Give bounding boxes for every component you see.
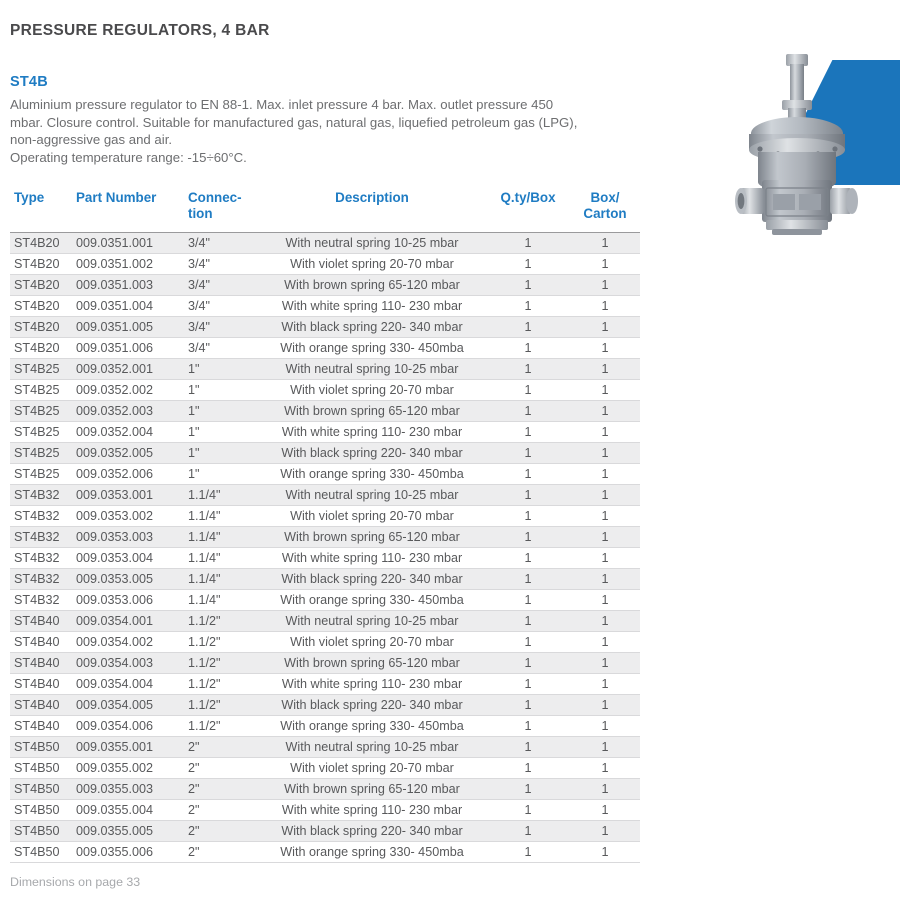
cell-box-carton: 1 xyxy=(570,526,640,547)
cell-description: With white spring 110- 230 mbar xyxy=(258,547,486,568)
cell-connection: 1" xyxy=(184,442,258,463)
column-header-qty-box: Q.ty/Box xyxy=(486,188,570,232)
cell-description: With violet spring 20-70 mbar xyxy=(258,631,486,652)
table-row xyxy=(10,274,640,295)
cell-description: With white spring 110- 230 mbar xyxy=(258,421,486,442)
cell-qty-box: 1 xyxy=(486,295,570,316)
cell-type: ST4B20 xyxy=(10,232,72,253)
cell-connection: 3/4" xyxy=(184,253,258,274)
cell-qty-box: 1 xyxy=(486,694,570,715)
cell-box-carton: 1 xyxy=(570,253,640,274)
table-row xyxy=(10,505,640,526)
cell-qty-box: 1 xyxy=(486,526,570,547)
cell-part-number: 009.0354.003 xyxy=(72,652,184,673)
cell-description: With orange spring 330- 450mba xyxy=(258,589,486,610)
cell-qty-box: 1 xyxy=(486,379,570,400)
cell-qty-box: 1 xyxy=(486,589,570,610)
cell-box-carton: 1 xyxy=(570,421,640,442)
cell-description: With black spring 220- 340 mbar xyxy=(258,820,486,841)
cell-description: With orange spring 330- 450mba xyxy=(258,841,486,862)
cell-type: ST4B20 xyxy=(10,274,72,295)
table-row xyxy=(10,232,640,253)
table-row xyxy=(10,442,640,463)
cell-qty-box: 1 xyxy=(486,610,570,631)
cell-part-number: 009.0351.002 xyxy=(72,253,184,274)
cell-description: With neutral spring 10-25 mbar xyxy=(258,484,486,505)
table-row xyxy=(10,694,640,715)
footnote: Dimensions on page 33 xyxy=(10,874,141,889)
cell-type: ST4B50 xyxy=(10,820,72,841)
table-row xyxy=(10,337,640,358)
cell-type: ST4B40 xyxy=(10,610,72,631)
cell-connection: 1.1/2" xyxy=(184,673,258,694)
product-description xyxy=(10,96,690,166)
product-figure xyxy=(700,48,900,253)
cell-qty-box: 1 xyxy=(486,484,570,505)
cell-connection: 1.1/4" xyxy=(184,526,258,547)
cell-type: ST4B25 xyxy=(10,358,72,379)
table-row xyxy=(10,610,640,631)
table-row xyxy=(10,316,640,337)
cell-connection: 1.1/4" xyxy=(184,589,258,610)
cell-box-carton: 1 xyxy=(570,589,640,610)
cell-description: With black spring 220- 340 mbar xyxy=(258,568,486,589)
cell-qty-box: 1 xyxy=(486,778,570,799)
cell-connection: 2" xyxy=(184,757,258,778)
cell-type: ST4B20 xyxy=(10,253,72,274)
column-header-part-number: Part Number xyxy=(72,188,184,232)
cell-type: ST4B40 xyxy=(10,694,72,715)
table-row xyxy=(10,820,640,841)
cell-box-carton: 1 xyxy=(570,568,640,589)
cell-part-number: 009.0353.001 xyxy=(72,484,184,505)
cell-type: ST4B40 xyxy=(10,652,72,673)
cell-qty-box: 1 xyxy=(486,799,570,820)
cell-description: With black spring 220- 340 mbar xyxy=(258,694,486,715)
cell-qty-box: 1 xyxy=(486,316,570,337)
cell-part-number: 009.0352.001 xyxy=(72,358,184,379)
description-line-4: Operating temperature range: -15÷60°C. xyxy=(10,149,247,165)
cell-box-carton: 1 xyxy=(570,694,640,715)
cell-part-number: 009.0355.006 xyxy=(72,841,184,862)
column-header-box-carton xyxy=(570,188,640,232)
cell-box-carton: 1 xyxy=(570,757,640,778)
cell-type: ST4B20 xyxy=(10,316,72,337)
cell-box-carton: 1 xyxy=(570,295,640,316)
cell-description: With black spring 220- 340 mbar xyxy=(258,316,486,337)
cell-type: ST4B50 xyxy=(10,799,72,820)
cell-part-number: 009.0354.004 xyxy=(72,673,184,694)
cell-connection: 2" xyxy=(184,820,258,841)
cell-part-number: 009.0354.006 xyxy=(72,715,184,736)
cell-part-number: 009.0355.004 xyxy=(72,799,184,820)
table-row xyxy=(10,715,640,736)
cell-connection: 1.1/4" xyxy=(184,568,258,589)
cell-qty-box: 1 xyxy=(486,463,570,484)
table-row xyxy=(10,631,640,652)
cell-type: ST4B32 xyxy=(10,547,72,568)
product-table xyxy=(10,188,640,863)
cell-connection: 1.1/2" xyxy=(184,715,258,736)
table-row xyxy=(10,463,640,484)
cell-type: ST4B50 xyxy=(10,841,72,862)
cell-type: ST4B50 xyxy=(10,736,72,757)
cell-connection: 3/4" xyxy=(184,337,258,358)
cell-box-carton: 1 xyxy=(570,799,640,820)
cell-qty-box: 1 xyxy=(486,715,570,736)
cell-box-carton: 1 xyxy=(570,232,640,253)
cell-part-number: 009.0355.002 xyxy=(72,757,184,778)
cell-box-carton: 1 xyxy=(570,400,640,421)
cell-part-number: 009.0351.004 xyxy=(72,295,184,316)
cell-part-number: 009.0354.001 xyxy=(72,610,184,631)
cell-part-number: 009.0353.003 xyxy=(72,526,184,547)
cell-box-carton: 1 xyxy=(570,778,640,799)
column-header-box-carton-line2: Carton xyxy=(583,206,627,221)
cell-part-number: 009.0355.003 xyxy=(72,778,184,799)
cell-type: ST4B50 xyxy=(10,778,72,799)
description-line-2: mbar. Closure control. Suitable for manufactured gas, natural gas, liquefied petroleum gas (LPG), xyxy=(10,114,578,130)
cell-qty-box: 1 xyxy=(486,337,570,358)
cell-box-carton: 1 xyxy=(570,442,640,463)
cell-description: With violet spring 20-70 mbar xyxy=(258,757,486,778)
cell-type: ST4B50 xyxy=(10,757,72,778)
cell-connection: 1.1/4" xyxy=(184,484,258,505)
cell-connection: 1.1/2" xyxy=(184,610,258,631)
cell-part-number: 009.0353.005 xyxy=(72,568,184,589)
column-header-connection-line2: tion xyxy=(188,206,213,221)
cell-connection: 1" xyxy=(184,400,258,421)
cell-description: With neutral spring 10-25 mbar xyxy=(258,358,486,379)
cell-connection: 1" xyxy=(184,421,258,442)
cell-type: ST4B40 xyxy=(10,673,72,694)
column-header-connection-line1: Connec- xyxy=(188,190,242,206)
cell-connection: 1.1/4" xyxy=(184,505,258,526)
cell-connection: 3/4" xyxy=(184,274,258,295)
cell-box-carton: 1 xyxy=(570,715,640,736)
cell-type: ST4B20 xyxy=(10,295,72,316)
cell-type: ST4B25 xyxy=(10,463,72,484)
cell-type: ST4B25 xyxy=(10,400,72,421)
cell-type: ST4B40 xyxy=(10,715,72,736)
table-header-row xyxy=(10,188,640,232)
cell-box-carton: 1 xyxy=(570,379,640,400)
table-row xyxy=(10,757,640,778)
cell-type: ST4B25 xyxy=(10,421,72,442)
cell-part-number: 009.0354.002 xyxy=(72,631,184,652)
cell-part-number: 009.0353.004 xyxy=(72,547,184,568)
cell-type: ST4B40 xyxy=(10,631,72,652)
cell-description: With orange spring 330- 450mba xyxy=(258,715,486,736)
table-row xyxy=(10,379,640,400)
cell-description: With brown spring 65-120 mbar xyxy=(258,778,486,799)
table-row xyxy=(10,400,640,421)
cell-connection: 2" xyxy=(184,778,258,799)
cell-type: ST4B32 xyxy=(10,484,72,505)
table-row xyxy=(10,589,640,610)
cell-type: ST4B32 xyxy=(10,568,72,589)
table-row xyxy=(10,484,640,505)
cell-box-carton: 1 xyxy=(570,316,640,337)
cell-box-carton: 1 xyxy=(570,505,640,526)
column-header-connection xyxy=(184,188,258,232)
cell-connection: 3/4" xyxy=(184,295,258,316)
cell-part-number: 009.0355.005 xyxy=(72,820,184,841)
cell-box-carton: 1 xyxy=(570,841,640,862)
cell-part-number: 009.0353.006 xyxy=(72,589,184,610)
cell-connection: 1.1/4" xyxy=(184,547,258,568)
product-code: ST4B xyxy=(10,74,48,90)
cell-description: With violet spring 20-70 mbar xyxy=(258,505,486,526)
table-row xyxy=(10,841,640,862)
table-row xyxy=(10,652,640,673)
cell-connection: 1" xyxy=(184,358,258,379)
cell-description: With violet spring 20-70 mbar xyxy=(258,379,486,400)
cell-description: With black spring 220- 340 mbar xyxy=(258,442,486,463)
cell-description: With white spring 110- 230 mbar xyxy=(258,673,486,694)
cell-qty-box: 1 xyxy=(486,736,570,757)
cell-connection: 3/4" xyxy=(184,232,258,253)
cell-qty-box: 1 xyxy=(486,547,570,568)
cell-qty-box: 1 xyxy=(486,757,570,778)
cell-box-carton: 1 xyxy=(570,484,640,505)
cell-part-number: 009.0353.002 xyxy=(72,505,184,526)
cell-qty-box: 1 xyxy=(486,505,570,526)
cell-part-number: 009.0351.003 xyxy=(72,274,184,295)
table-header xyxy=(10,188,640,232)
table-row xyxy=(10,736,640,757)
cell-type: ST4B20 xyxy=(10,337,72,358)
cell-part-number: 009.0354.005 xyxy=(72,694,184,715)
table-row xyxy=(10,568,640,589)
cell-box-carton: 1 xyxy=(570,274,640,295)
cell-part-number: 009.0352.006 xyxy=(72,463,184,484)
cell-type: ST4B32 xyxy=(10,589,72,610)
table-row xyxy=(10,421,640,442)
cell-box-carton: 1 xyxy=(570,463,640,484)
cell-description: With brown spring 65-120 mbar xyxy=(258,274,486,295)
cell-box-carton: 1 xyxy=(570,631,640,652)
cell-connection: 1.1/2" xyxy=(184,694,258,715)
cell-description: With neutral spring 10-25 mbar xyxy=(258,232,486,253)
cell-part-number: 009.0351.006 xyxy=(72,337,184,358)
cell-description: With orange spring 330- 450mba xyxy=(258,463,486,484)
cell-qty-box: 1 xyxy=(486,841,570,862)
cell-box-carton: 1 xyxy=(570,736,640,757)
cell-part-number: 009.0355.001 xyxy=(72,736,184,757)
cell-qty-box: 1 xyxy=(486,232,570,253)
cell-box-carton: 1 xyxy=(570,652,640,673)
table-row xyxy=(10,295,640,316)
cell-type: ST4B32 xyxy=(10,505,72,526)
cell-qty-box: 1 xyxy=(486,400,570,421)
cell-part-number: 009.0352.003 xyxy=(72,400,184,421)
cell-qty-box: 1 xyxy=(486,442,570,463)
cell-qty-box: 1 xyxy=(486,358,570,379)
cell-type: ST4B25 xyxy=(10,442,72,463)
cell-part-number: 009.0352.004 xyxy=(72,421,184,442)
cell-description: With brown spring 65-120 mbar xyxy=(258,652,486,673)
cell-description: With neutral spring 10-25 mbar xyxy=(258,736,486,757)
cell-connection: 2" xyxy=(184,841,258,862)
cell-box-carton: 1 xyxy=(570,610,640,631)
table-row xyxy=(10,547,640,568)
column-header-description: Description xyxy=(258,188,486,232)
cell-connection: 1.1/2" xyxy=(184,631,258,652)
cell-connection: 1" xyxy=(184,463,258,484)
cell-box-carton: 1 xyxy=(570,820,640,841)
page-title: PRESSURE REGULATORS, 4 BAR xyxy=(10,22,270,39)
table-row xyxy=(10,778,640,799)
table-row xyxy=(10,358,640,379)
cell-connection: 3/4" xyxy=(184,316,258,337)
pressure-regulator-photo xyxy=(710,48,900,253)
cell-description: With neutral spring 10-25 mbar xyxy=(258,610,486,631)
table-row xyxy=(10,526,640,547)
cell-qty-box: 1 xyxy=(486,652,570,673)
cell-connection: 1.1/2" xyxy=(184,652,258,673)
table-row xyxy=(10,799,640,820)
cell-description: With white spring 110- 230 mbar xyxy=(258,799,486,820)
cell-type: ST4B25 xyxy=(10,379,72,400)
cell-box-carton: 1 xyxy=(570,358,640,379)
description-line-3: non-aggressive gas and air. xyxy=(10,132,173,148)
cell-part-number: 009.0351.005 xyxy=(72,316,184,337)
product-table-wrapper xyxy=(10,188,640,863)
cell-qty-box: 1 xyxy=(486,253,570,274)
cell-connection: 2" xyxy=(184,799,258,820)
cell-part-number: 009.0352.002 xyxy=(72,379,184,400)
description-line-1: Aluminium pressure regulator to EN 88-1. Max. inlet pressure 4 bar. Max. outlet pressure 450 xyxy=(10,97,554,112)
cell-box-carton: 1 xyxy=(570,547,640,568)
column-header-type: Type xyxy=(10,188,72,232)
cell-connection: 2" xyxy=(184,736,258,757)
cell-part-number: 009.0352.005 xyxy=(72,442,184,463)
cell-description: With violet spring 20-70 mbar xyxy=(258,253,486,274)
cell-box-carton: 1 xyxy=(570,673,640,694)
cell-description: With brown spring 65-120 mbar xyxy=(258,400,486,421)
cell-description: With brown spring 65-120 mbar xyxy=(258,526,486,547)
cell-qty-box: 1 xyxy=(486,421,570,442)
cell-qty-box: 1 xyxy=(486,568,570,589)
cell-qty-box: 1 xyxy=(486,631,570,652)
cell-part-number: 009.0351.001 xyxy=(72,232,184,253)
cell-connection: 1" xyxy=(184,379,258,400)
cell-box-carton: 1 xyxy=(570,337,640,358)
column-header-box-carton-line1: Box/ xyxy=(590,190,620,206)
cell-qty-box: 1 xyxy=(486,673,570,694)
cell-description: With white spring 110- 230 mbar xyxy=(258,295,486,316)
table-body xyxy=(10,232,640,862)
cell-qty-box: 1 xyxy=(486,274,570,295)
table-row xyxy=(10,253,640,274)
cell-type: ST4B32 xyxy=(10,526,72,547)
table-row xyxy=(10,673,640,694)
cell-description: With orange spring 330- 450mba xyxy=(258,337,486,358)
cell-qty-box: 1 xyxy=(486,820,570,841)
